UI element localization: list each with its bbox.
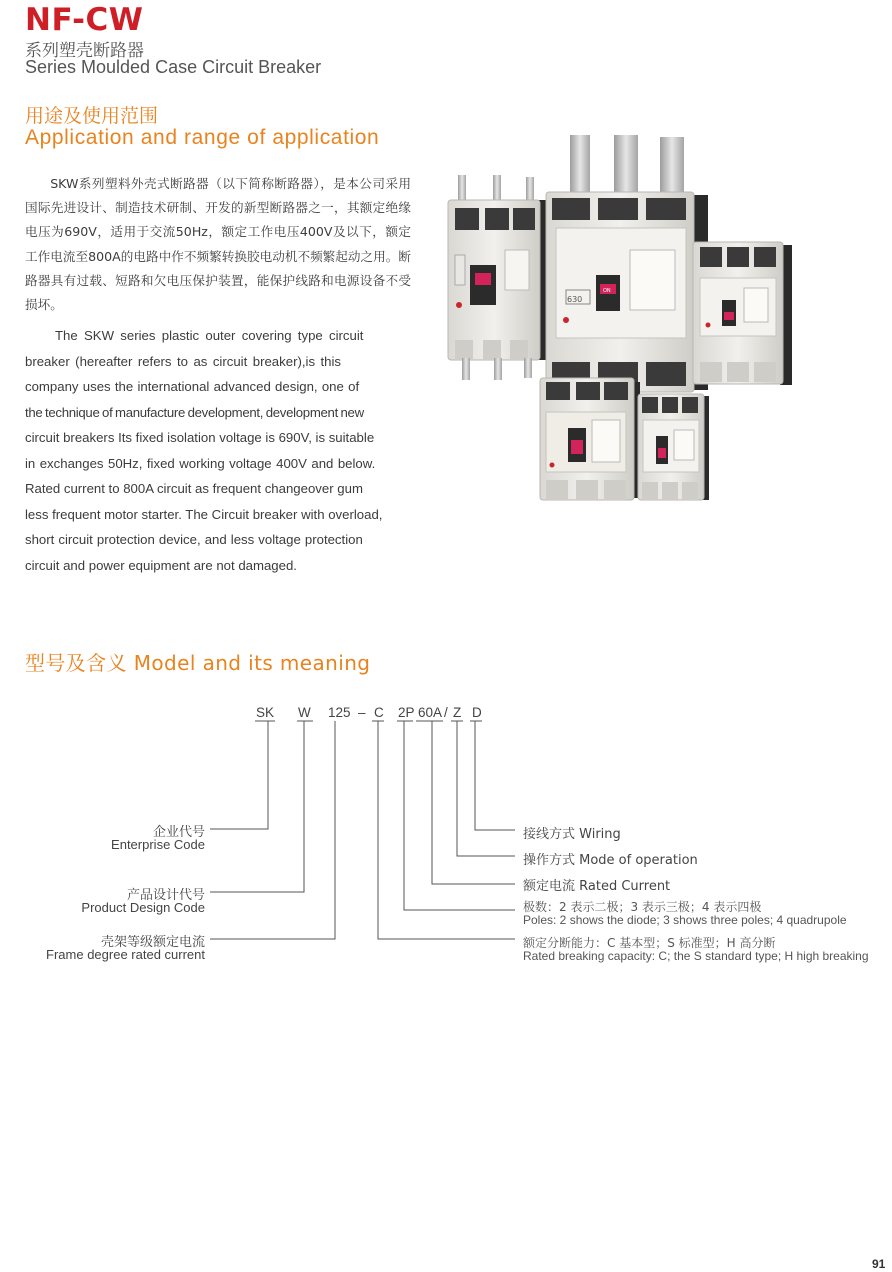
breaker-bottom-right: [638, 394, 709, 500]
en-paragraph-line: short circuit protection device, and less voltage protection: [25, 532, 363, 547]
enterprise-code-cn: 企业代号: [152, 825, 205, 840]
model-diagram-lines: [210, 721, 515, 939]
wiring-label: 接线方式 Wiring: [523, 827, 621, 842]
en-paragraph-line: less frequent motor starter. The Circuit breaker with overload,: [25, 507, 383, 522]
operation-mode-label: 操作方式 Mode of operation: [523, 853, 698, 868]
code-c: C: [374, 705, 384, 720]
en-paragraph-line: The SKW series plastic outer covering type circuit: [55, 328, 364, 343]
switch-on-label: ON: [603, 288, 611, 294]
code-z: Z: [453, 705, 462, 720]
breaker-large: [546, 135, 708, 392]
en-paragraph-line: the technique of manufacture development, development new: [25, 405, 364, 420]
model-title: NF-CW: [25, 2, 144, 38]
en-paragraph-line: circuit breakers Its fixed isolation voltage is 690V, is suitable: [25, 430, 375, 445]
code-rating: 125: [328, 705, 351, 720]
en-paragraph-line: company uses the international advanced design, one of: [25, 379, 360, 394]
en-paragraph-line: Rated current to 800A circuit as frequent changeover gum: [25, 481, 363, 496]
en-paragraph-line: breaker (hereafter refers to as circuit breaker),is this: [25, 354, 342, 369]
breaker-left: [448, 175, 547, 380]
product-design-code-cn: 产品设计代号: [126, 888, 205, 903]
en-paragraph-line: in exchanges 50Hz, fixed working voltage 400V and below.: [25, 456, 376, 471]
rating-label: 630: [567, 295, 583, 304]
series-title-en: Series Moulded Case Circuit Breaker: [25, 57, 322, 77]
breaker-bottom-left: [540, 378, 640, 500]
rated-current-label: 额定电流 Rated Current: [523, 879, 671, 894]
en-paragraph-line: circuit and power equipment are not damaged.: [25, 558, 297, 573]
product-design-code-en: Product Design Code: [81, 900, 205, 915]
frame-rated-current-cn: 壳架等级额定电流: [100, 935, 205, 950]
code-w: W: [298, 705, 311, 720]
breaking-capacity-en: Rated breaking capacity: C; the S standard type; H high breaking: [523, 949, 869, 963]
application-heading-cn: 用途及使用范围: [25, 105, 159, 127]
code-slash: /: [444, 705, 448, 720]
code-poles: 2P: [398, 705, 415, 720]
frame-rated-current-en: Frame degree rated current: [46, 947, 205, 962]
application-paragraph-cn: SKW系列塑料外壳式断路器（以下简称断路器），是本公司采用国际先进设计、制造技术研制、开发的新型断路器之一，其额定绝缘电压为690V，适用于交流50Hz，额定工作电压400V及以下，额定工作电流至800A的电路中作不频繁转换胶电动机不频繁起动之用。断路器具有过载、短路和欠电压保护装置，能保护线路和电源设备不受损坏。: [25, 176, 411, 313]
breaking-capacity-cn: 额定分断能力：C 基本型；S 标准型；H 高分断: [523, 936, 776, 950]
model-heading: 型号及含义 Model and its meaning: [25, 651, 371, 675]
code-d: D: [472, 705, 482, 720]
application-heading-en: Application and range of application: [25, 126, 380, 149]
poles-label-en: Poles: 2 shows the diode; 3 shows three poles; 4 quadrupole: [523, 913, 847, 927]
code-dash: –: [358, 705, 366, 720]
series-title-cn: 系列塑壳断路器: [25, 41, 144, 61]
breaker-right: [693, 242, 792, 385]
page-number: 91: [872, 1257, 886, 1271]
enterprise-code-en: Enterprise Code: [111, 837, 205, 852]
code-current: 60A: [418, 705, 443, 720]
poles-label-cn: 极数：2 表示二极；3 表示三极；4 表示四极: [523, 900, 762, 914]
code-sk: SK: [256, 705, 275, 720]
